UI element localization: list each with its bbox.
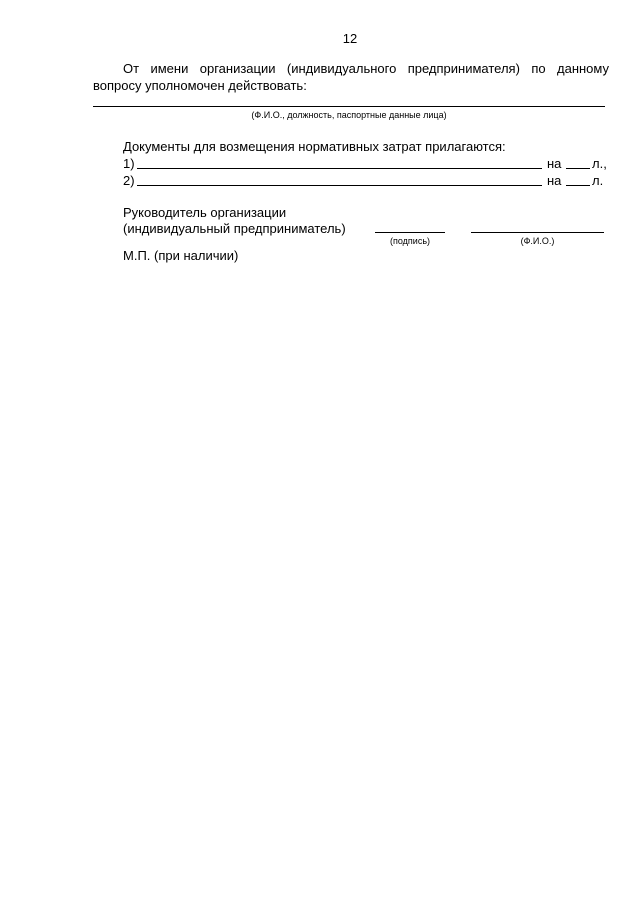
full-name-line	[471, 232, 604, 233]
authorization-paragraph: От имени организации (индивидуального предпринимателя) по данному вопросу уполномочен действовать:	[93, 61, 609, 93]
signatory-role-line-1: Руководитель организации	[123, 205, 287, 220]
seal-label: М.П. (при наличии)	[123, 248, 239, 263]
document-item-1-line	[137, 168, 542, 169]
page-number: 12	[342, 31, 358, 46]
documents-heading: Документы для возмещения нормативных затрат прилагаются:	[123, 139, 506, 154]
signature-line	[375, 232, 445, 233]
document-item-1-sheets-label: л.,	[592, 156, 607, 171]
signature-caption: (подпись)	[389, 236, 431, 246]
document-item-2-on-label: на	[547, 173, 562, 188]
document-item-1-on-label: на	[547, 156, 562, 171]
document-item-2-sheets-line	[566, 185, 590, 186]
full-name-caption: (Ф.И.О.)	[520, 236, 555, 246]
signatory-role-line-2: (индивидуальный предприниматель)	[123, 221, 346, 236]
authorized-person-caption: (Ф.И.О., должность, паспортные данные лица)	[251, 110, 447, 120]
document-item-2-line	[137, 185, 542, 186]
document-item-2-number: 2)	[123, 173, 135, 188]
authorized-person-line	[93, 106, 605, 107]
document-item-1-sheets-line	[566, 168, 590, 169]
document-item-2-sheets-label: л.	[592, 173, 604, 188]
document-item-1-number: 1)	[123, 156, 135, 171]
